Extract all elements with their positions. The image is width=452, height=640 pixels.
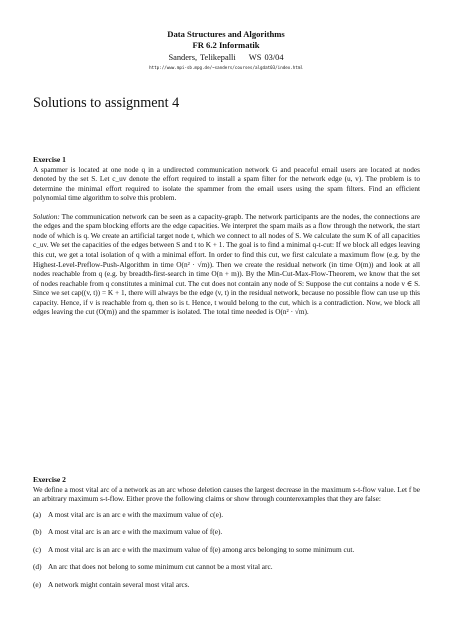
course-url: http://www.mpi-sb.mpg.de/~sanders/courses/algdat03/index.html <box>149 65 303 70</box>
document-header <box>0 29 452 71</box>
list-item <box>33 580 420 590</box>
item-label: (c) <box>33 544 42 554</box>
item-text: A most vital arc is an arc e with the maximum value of f(e) among arcs belonging to some minimum cut. <box>48 544 355 554</box>
item-label: (b) <box>33 527 42 537</box>
item-label: (d) <box>33 562 42 572</box>
course-title: Data Structures and Algorithms <box>167 29 285 39</box>
item-label: (e) <box>33 579 42 589</box>
list-item <box>33 562 420 572</box>
list-item <box>33 527 420 537</box>
page-title: Solutions to assignment 4 <box>33 95 180 111</box>
item-text: An arc that does not belong to some minimum cut cannot be a most vital arc. <box>48 562 273 572</box>
list-item <box>33 510 420 520</box>
exercise-1-heading: Exercise 1 <box>33 155 66 164</box>
exercise-2-heading: Exercise 2 <box>33 475 66 484</box>
item-label: (a) <box>33 509 42 519</box>
item-text: A network might contain several most vital arcs. <box>48 579 190 589</box>
exercise-2 <box>33 475 420 597</box>
solution-text: The communication network can be seen as a capacity-grapb. The network participants are the nodes, the connections are the edges and the spam blocking efforts are the edge capacities. We interpret the spam mails as a flow through the network, the start node of which is q. We create an artificial target node t, which we connect to all nodes of S. We calculate the sum K of all capacities c_uv. We set the capacities of the edges between S and t to K + 1. The goal is to find a minimal q-t-cut: If we block all edges leaving this cut, we get a total isolation of q with a minimal effort. In order to find this cut, we first calculate a maximum flow (e.g. by the Highest-Level-Preflow-Push-Algorithm in time O(n² · √m)). Then we create the residual network (in time O(m)) and look at all nodes reachable from q (e.g. by breadth-first-search in time O(n + m)). By the Min-Cut-Max-Flow-Theorem, we know that the set of nodes reachable from q constitutes a minimal cut. The cut does not contain any node of S: Suppose the cut contains a node v ∈ S. Since we set cap((v, t)) = K + 1, there will always be the edge (v, t) in the residual network, because no possible flow can use up this capacity. Hence, if v is reachable from q, then so is t. Hence, t would belong to the cut, which is a contradiction. Now, we block all edges leaving the cut (O(m)) and the spammer is isolated. The total time needed is O(n² · √m). <box>33 211 420 317</box>
item-text: A most vital arc is an arc e with the maximum value of f(e). <box>48 527 223 537</box>
authors-line <box>0 52 452 63</box>
exercise-2-intro: We define a most vital arc of a network as an arc whose deletion causes the largest decrease in the maximum s-t-flow value. Let f be an arbitrary maximum s-t-flow. Either prove the following claims or show through counterexamples that they are false: <box>33 484 420 504</box>
claims-list <box>33 510 420 590</box>
item-text: A most vital arc is an arc e with the maximum value of c(e). <box>48 509 224 519</box>
program-title: FR 6.2 Informatik <box>192 39 260 50</box>
solution-label: Solution: <box>33 211 60 221</box>
authors: Sanders, Telikepalli <box>168 53 236 62</box>
exercise-1-solution <box>33 212 420 317</box>
exercise-1-problem: A spammer is located at one node q in a undirected communication network G and peaceful email users are located at nodes denoted by the set S. Let c_uv denote the effort required to install a spam filter for the network edge (u, v). The problem is to determine the minimal effort required to isolate the spammer from the email users using the spam filters. Find an efficient polynomial time algorithm to solve this problem. <box>33 164 420 203</box>
semester: WS 03/04 <box>248 53 284 62</box>
exercise-1 <box>33 155 420 317</box>
list-item <box>33 545 420 555</box>
